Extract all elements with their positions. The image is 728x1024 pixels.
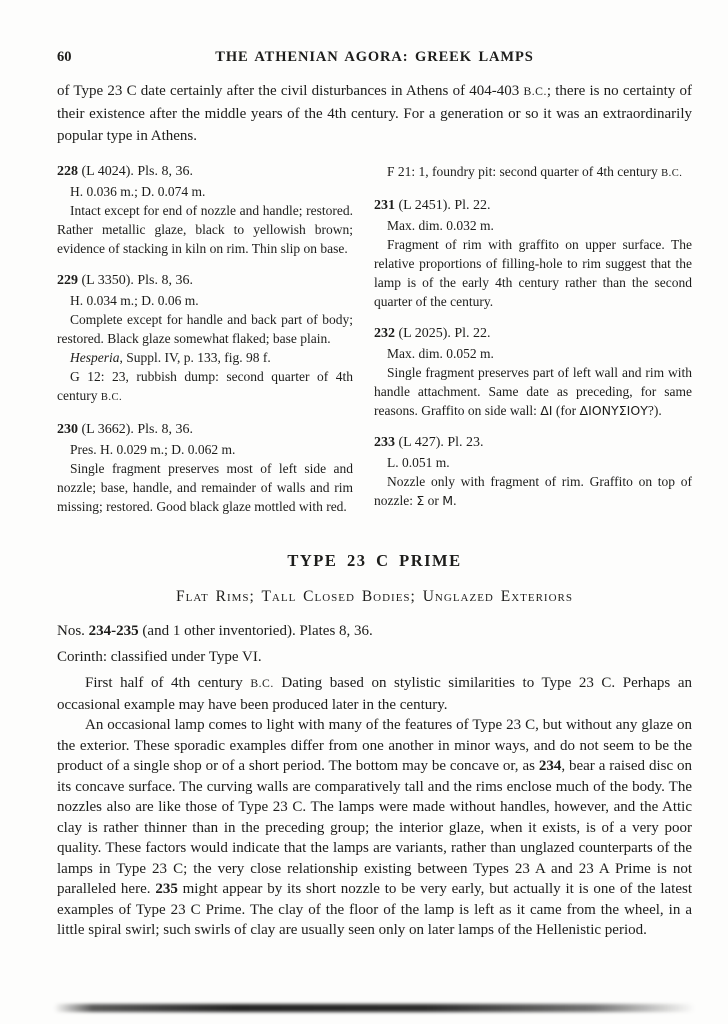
description-paragraph: An occasional lamp comes to light with many of the features of Type 23 C, but without any glaze on the exterior. These sporadic examples differ from one another in minor ways, and do not seem to be the product of a single shop or of a short period. The bottom may be concave or, as 234, bear a raised disc on its concave surface. The curving walls are comparatively tall and the rims enclose much of the body. The nozzles also are like those of Type 23 C. The lamps were made without handles, however, and the Attic clay is rather thinner than in the preceding group; the interior glaze, when it exists, is of a very poor quality. These factors would indicate that the lamps are variants, rather than unglazed counterparts of the lamps in Type 23 C; the very close relationship existing between Types 23 A and 23 A Prime is not paralleled here. 235 might appear by its short nozzle to be very early, but actually it is one of the latest examples of Type 23 C Prime. The clay of the floor of the lamp is left as it came from the wheel, in a little spiral swirl; such swirls of clay are usually seen only on later lamps of the Hellenistic period.: [57, 717, 693, 938]
entry-reference-f21: F 21: 1, foundry pit: second quarter of 4th century B.C.: [387, 164, 683, 179]
entry-description-229: Complete except for handle and back part of body; restored. Black glaze somewhat flaked; base plain.: [57, 312, 353, 346]
catalog-entry-232: [374, 324, 692, 420]
entry-dimensions-231: Max. dim. 0.032 m.: [387, 218, 494, 233]
catalog-columns: [57, 162, 692, 516]
page-header: [57, 48, 692, 66]
entry-heading-229: 229 (L 3350). Pls. 8, 36.: [57, 273, 193, 288]
intro-paragraph: of Type 23 C date certainly after the civil disturbances in Athens of 404-403 B.C.; there is no certainty of their existence after the middle years of the 4th century. For a generation or so it was an extraordinarily popular type in Athens.: [57, 83, 693, 144]
entry-description-230: Single fragment preserves most of left side and nozzle; base, handle, and remainder of walls and rim missing; restored. Good black glaze mottled with red.: [57, 461, 353, 514]
entry-dimensions-230: Pres. H. 0.029 m.; D. 0.062 m.: [70, 442, 236, 457]
catalog-entry-233: [374, 433, 692, 510]
entry-description-232: Single fragment preserves part of left wall and rim with handle attachment. Same date as preceding, for same reasons. Graffito on side wall: ΔΙ (for ΔΙΟΝΥΣΙΟΥ?).: [374, 365, 692, 418]
corinth-classification-line: Corinth: classified under Type VI.: [57, 649, 262, 665]
catalog-entry-230: [57, 420, 353, 516]
entry-heading-228: 228 (L 4024). Pls. 8, 36.: [57, 164, 193, 179]
entry-description-228: Intact except for end of nozzle and handle; restored. Rather metallic glaze, black to yellowish brown; evidence of stacking in kiln on rim. Thin slip on base.: [57, 203, 353, 256]
entry-reference-229-context: G 12: 23, rubbish dump: second quarter of 4th century B.C.: [57, 369, 353, 403]
entry-heading-232: 232 (L 2025). Pl. 22.: [374, 326, 491, 341]
dating-paragraph: First half of 4th century B.C. Dating based on stylistic similarities to Type 23 C. Perhaps an occasional example may have been produced later in the century.: [57, 675, 692, 713]
page-number: 60: [57, 49, 72, 65]
entry-description-233: Nozzle only with fragment of rim. Graffito on top of nozzle: Σ or M.: [374, 474, 692, 508]
catalog-column-left: [57, 162, 353, 516]
entry-reference-229-hesperia: Hesperia, Suppl. IV, p. 133, fig. 98 f.: [70, 350, 271, 365]
catalog-entry-231: [374, 196, 692, 311]
catalog-numbers-line: Nos. 234-235 (and 1 other inventoried). Plates 8, 36.: [57, 623, 373, 639]
entry-heading-230: 230 (L 3662). Pls. 8, 36.: [57, 422, 193, 437]
entry-dimensions-229: H. 0.034 m.; D. 0.06 m.: [70, 293, 199, 308]
section-subtitle: Flat Rims; Tall Closed Bodies; Unglazed Exteriors: [175, 588, 573, 605]
entry-description-231: Fragment of rim with graffito on upper surface. The relative proportions of filling-hole to rim suggest that the lamp is of the early 4th century rather than the second quarter of the century.: [374, 237, 692, 309]
entry-heading-231: 231 (L 2451). Pl. 22.: [374, 198, 491, 213]
scan-artifact-bar: [54, 1004, 695, 1012]
entry-dimensions-228: H. 0.036 m.; D. 0.074 m.: [70, 184, 206, 199]
catalog-entry-229: [57, 271, 353, 407]
section-title: TYPE 23 C PRIME: [287, 551, 462, 570]
entry-heading-233: 233 (L 427). Pl. 23.: [374, 435, 484, 450]
catalog-entry-228: [57, 162, 353, 258]
running-title: THE ATHENIAN AGORA: GREEK LAMPS: [215, 49, 534, 65]
entry-dimensions-232: Max. dim. 0.052 m.: [387, 346, 494, 361]
entry-dimensions-233: L. 0.051 m.: [387, 455, 450, 470]
catalog-column-right: [374, 162, 692, 516]
catalog-entry-f21-context: [374, 162, 692, 183]
